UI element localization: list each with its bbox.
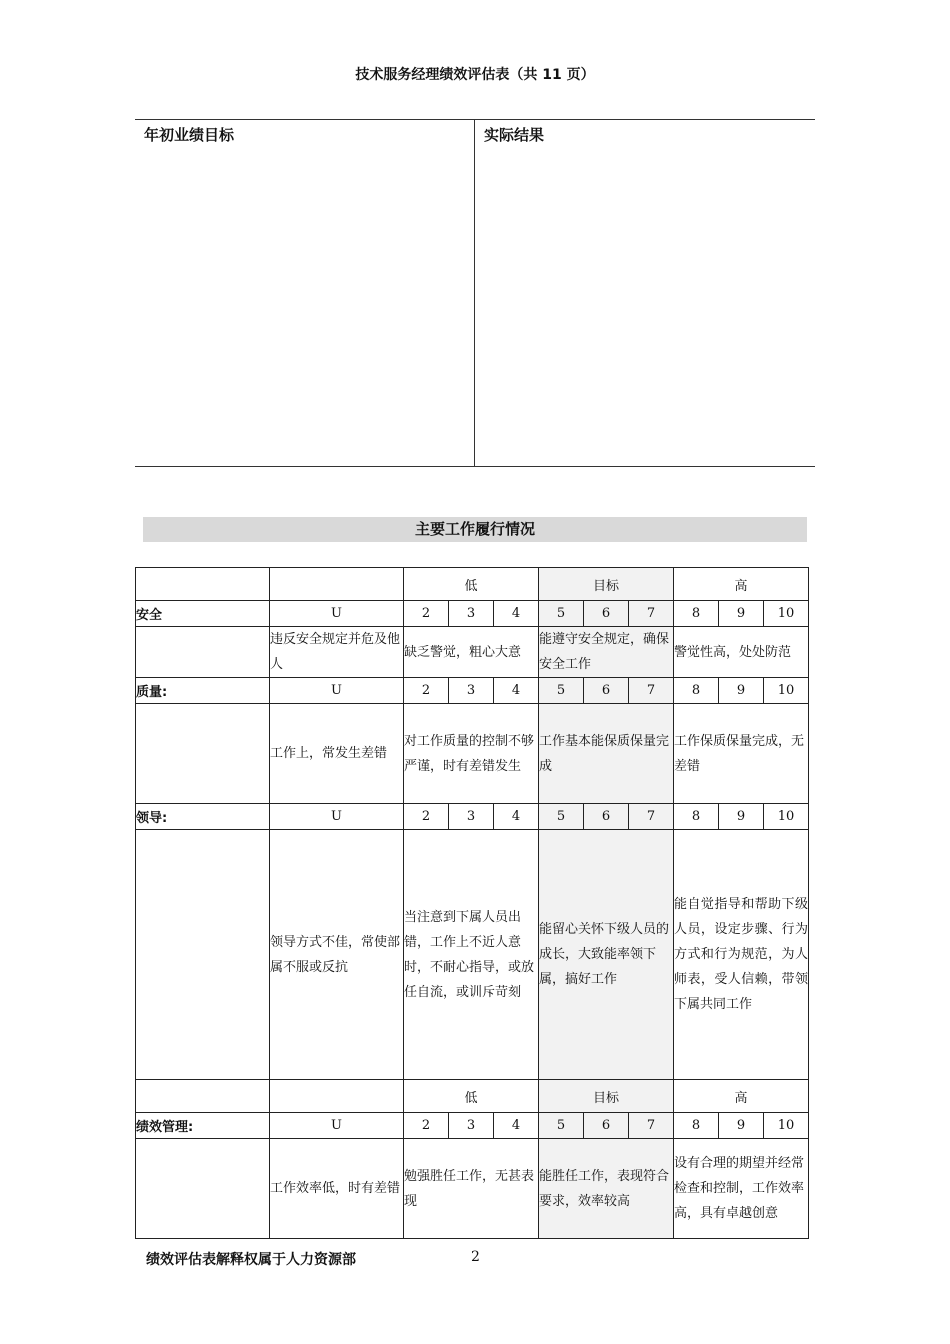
score-cell: 6 xyxy=(584,678,629,704)
desc-high: 设有合理的期望并经常检查和控制，工作效率高，具有卓越创意 xyxy=(674,1139,809,1239)
goals-divider xyxy=(474,120,475,466)
category-label: 领导: xyxy=(136,804,270,830)
score-cell: 3 xyxy=(449,1113,494,1139)
category-label: 安全 xyxy=(136,601,270,627)
annual-goals-label: 年初业绩目标 xyxy=(144,126,235,144)
score-cell: 5 xyxy=(539,1113,584,1139)
score-cell: 6 xyxy=(584,804,629,830)
score-cell: 7 xyxy=(629,601,674,627)
score-cell: 8 xyxy=(674,1113,719,1139)
section-title: 主要工作履行情况 xyxy=(143,517,807,542)
score-row-quality xyxy=(136,678,809,704)
score-cell: 5 xyxy=(539,804,584,830)
desc-unsatisfactory: 违反安全规定并危及他人 xyxy=(270,627,404,678)
score-cell: 3 xyxy=(449,601,494,627)
score-row-safety xyxy=(136,601,809,627)
score-cell: 7 xyxy=(629,1113,674,1139)
score-cell: 7 xyxy=(629,678,674,704)
score-cell: 4 xyxy=(494,678,539,704)
desc-unsatisfactory: 工作效率低，时有差错 xyxy=(270,1139,404,1239)
score-cell: 9 xyxy=(719,1113,764,1139)
score-cell: 2 xyxy=(404,1113,449,1139)
desc-high: 警觉性高，处处防范 xyxy=(674,627,809,678)
desc-low: 勉强胜任工作，无甚表现 xyxy=(404,1139,539,1239)
score-cell: 2 xyxy=(404,804,449,830)
scale-target: 目标 xyxy=(539,568,674,601)
score-cell: 8 xyxy=(674,804,719,830)
desc-high: 能自觉指导和帮助下级人员，设定步骤、行为方式和行为规范，为人师表，受人信赖，带领下属共同工作 xyxy=(674,830,809,1080)
desc-high: 工作保质保量完成，无差错 xyxy=(674,704,809,804)
score-cell: 3 xyxy=(449,678,494,704)
score-cell: 5 xyxy=(539,678,584,704)
scale-low: 低 xyxy=(404,1080,539,1113)
footer-note: 绩效评估表解释权属于人力资源部 xyxy=(146,1252,356,1268)
score-cell: 5 xyxy=(539,601,584,627)
page-number: 2 xyxy=(471,1249,480,1265)
scale-header-row xyxy=(136,568,809,601)
score-cell: 6 xyxy=(584,601,629,627)
score-cell: 10 xyxy=(764,1113,809,1139)
score-cell: U xyxy=(270,1113,404,1139)
actual-results-label: 实际结果 xyxy=(484,126,545,144)
score-cell: 10 xyxy=(764,804,809,830)
score-cell: 2 xyxy=(404,601,449,627)
scale-high: 高 xyxy=(674,1080,809,1113)
desc-row-quality xyxy=(136,704,809,804)
desc-target: 能胜任工作，表现符合要求，效率较高 xyxy=(539,1139,674,1239)
scale-header-row-2 xyxy=(136,1080,809,1113)
score-cell: U xyxy=(270,678,404,704)
score-cell: 10 xyxy=(764,678,809,704)
scale-target: 目标 xyxy=(539,1080,674,1113)
desc-low: 当注意到下属人员出错，工作上不近人意时，不耐心指导，或放任自流，或训斥苛刻 xyxy=(404,830,539,1080)
desc-row-safety xyxy=(136,627,809,678)
score-cell: 7 xyxy=(629,804,674,830)
scale-high: 高 xyxy=(674,568,809,601)
score-row-leadership xyxy=(136,804,809,830)
score-cell: U xyxy=(270,601,404,627)
score-cell: 6 xyxy=(584,1113,629,1139)
score-cell: U xyxy=(270,804,404,830)
desc-unsatisfactory: 领导方式不佳，常使部属不服或反抗 xyxy=(270,830,404,1080)
desc-unsatisfactory: 工作上，常发生差错 xyxy=(270,704,404,804)
desc-target: 工作基本能保质保量完成 xyxy=(539,704,674,804)
score-cell: 9 xyxy=(719,601,764,627)
score-cell: 4 xyxy=(494,804,539,830)
desc-low: 缺乏警觉，粗心大意 xyxy=(404,627,539,678)
desc-row-leadership xyxy=(136,830,809,1080)
category-label: 质量: xyxy=(136,678,270,704)
score-cell: 4 xyxy=(494,1113,539,1139)
score-cell: 8 xyxy=(674,678,719,704)
desc-target: 能留心关怀下级人员的成长，大致能率领下属，搞好工作 xyxy=(539,830,674,1080)
score-cell: 9 xyxy=(719,804,764,830)
category-label: 绩效管理: xyxy=(136,1113,270,1139)
scale-low: 低 xyxy=(404,568,539,601)
score-cell: 8 xyxy=(674,601,719,627)
goals-section xyxy=(135,119,815,467)
score-cell: 2 xyxy=(404,678,449,704)
desc-row-performance xyxy=(136,1139,809,1239)
desc-low: 对工作质量的控制不够严谨，时有差错发生 xyxy=(404,704,539,804)
score-cell: 9 xyxy=(719,678,764,704)
score-cell: 10 xyxy=(764,601,809,627)
score-row-performance xyxy=(136,1113,809,1139)
document-title: 技术服务经理绩效评估表（共 11 页） xyxy=(355,67,595,83)
desc-target: 能遵守安全规定，确保安全工作 xyxy=(539,627,674,678)
score-cell: 4 xyxy=(494,601,539,627)
evaluation-table xyxy=(135,567,809,1239)
score-cell: 3 xyxy=(449,804,494,830)
